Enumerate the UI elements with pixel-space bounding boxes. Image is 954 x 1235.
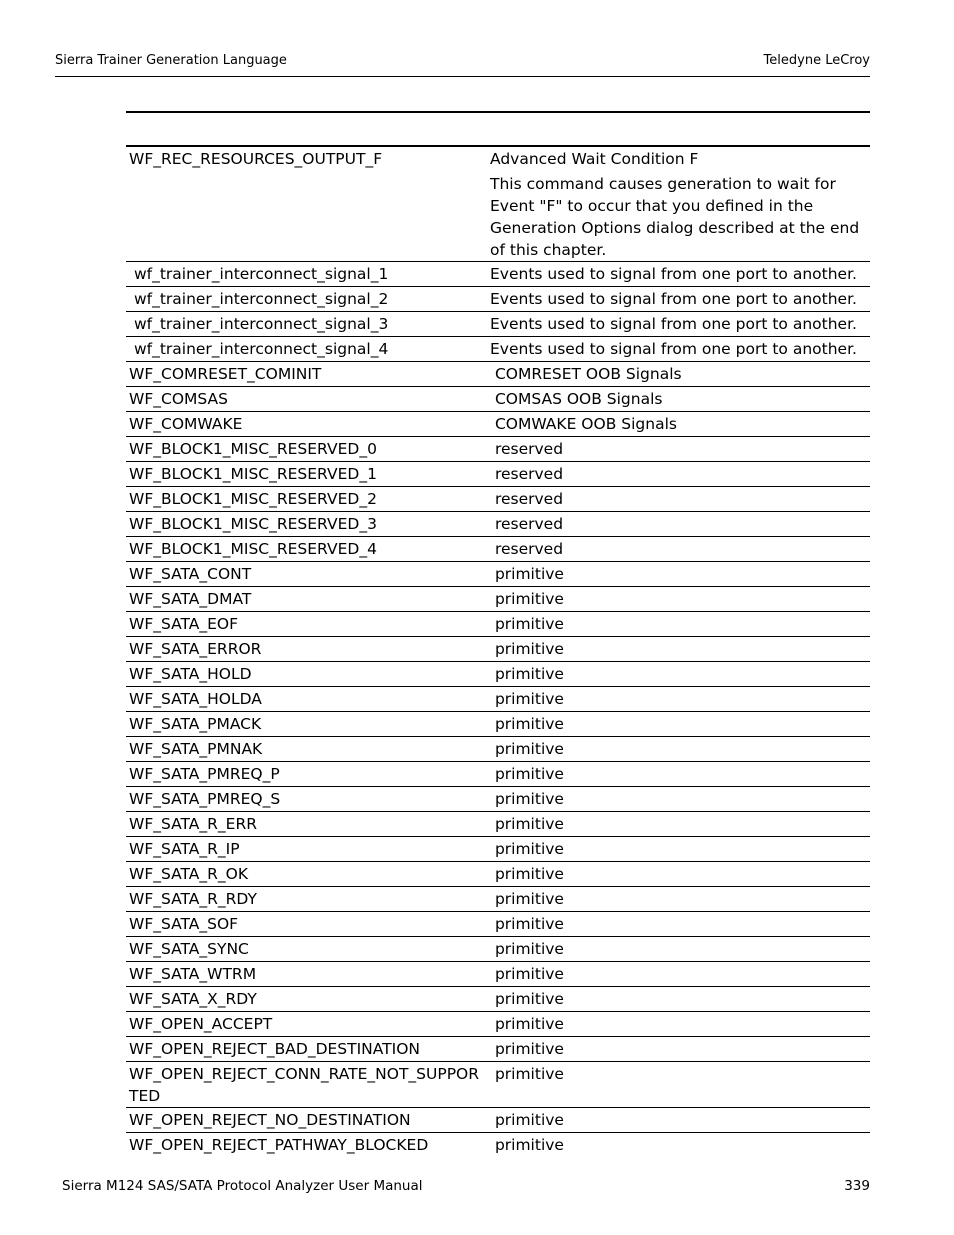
- table-row: [126, 987, 870, 1012]
- condition-description: [484, 937, 870, 961]
- condition-description: [484, 537, 870, 561]
- table-row: [126, 587, 870, 612]
- condition-description: [484, 862, 870, 886]
- condition-description: [484, 437, 870, 461]
- wait-conditions-table: [126, 145, 870, 1157]
- table-row: [126, 437, 870, 462]
- table-row: [126, 862, 870, 887]
- condition-name: WF_COMWAKE: [129, 415, 243, 433]
- condition-description: [484, 262, 870, 286]
- page-header: [55, 52, 870, 70]
- condition-description: [484, 462, 870, 486]
- condition-name: WF_OPEN_REJECT_PATHWAY_BLOCKED: [129, 1136, 429, 1154]
- condition-description: [484, 362, 870, 386]
- condition-description: [484, 837, 870, 861]
- description-paragraph: reserved: [490, 465, 564, 483]
- description-paragraph: Events used to signal from one port to another.: [490, 340, 857, 358]
- condition-name: WF_BLOCK1_MISC_RESERVED_2: [129, 490, 377, 508]
- condition-name: wf_trainer_interconnect_signal_1: [129, 265, 389, 283]
- header-divider: [55, 76, 870, 77]
- description-paragraph: COMRESET OOB Signals: [490, 365, 682, 383]
- table-row: [126, 147, 870, 262]
- condition-description: [484, 962, 870, 986]
- description-paragraph: reserved: [490, 540, 564, 558]
- condition-description: [484, 987, 870, 1011]
- condition-name: WF_COMRESET_COMINIT: [129, 365, 322, 383]
- description-paragraph: Events used to signal from one port to another.: [490, 265, 857, 283]
- condition-description: [484, 587, 870, 611]
- condition-name: WF_BLOCK1_MISC_RESERVED_1: [129, 465, 377, 483]
- condition-name: WF_BLOCK1_MISC_RESERVED_3: [129, 515, 377, 533]
- condition-name: WF_BLOCK1_MISC_RESERVED_4: [129, 540, 377, 558]
- condition-description: [484, 662, 870, 686]
- table-row: [126, 962, 870, 987]
- condition-description: [484, 812, 870, 836]
- condition-description: [484, 512, 870, 536]
- condition-description: [484, 737, 870, 761]
- condition-name: wf_trainer_interconnect_signal_3: [129, 315, 389, 333]
- description-paragraph: primitive: [490, 690, 564, 708]
- table-row: [126, 562, 870, 587]
- description-paragraph: primitive: [490, 1040, 564, 1058]
- description-paragraph: reserved: [490, 515, 564, 533]
- description-paragraph: primitive: [490, 965, 564, 983]
- condition-name: WF_REC_RESOURCES_OUTPUT_F: [129, 150, 383, 168]
- description-paragraph: primitive: [490, 665, 564, 683]
- condition-description: [484, 637, 870, 661]
- condition-name: wf_trainer_interconnect_signal_4: [129, 340, 389, 358]
- condition-description: [484, 1108, 870, 1132]
- table-row: [126, 712, 870, 737]
- condition-description: [484, 1037, 870, 1061]
- description-paragraph: primitive: [490, 790, 564, 808]
- table-row: [126, 1062, 870, 1108]
- footer-manual-title: Sierra M124 SAS/SATA Protocol Analyzer User Manual: [62, 1178, 423, 1194]
- description-paragraph: primitive: [490, 815, 564, 833]
- condition-name: WF_OPEN_REJECT_BAD_DESTINATION: [129, 1040, 421, 1058]
- condition-description: [484, 762, 870, 786]
- condition-name: WF_COMSAS: [129, 390, 228, 408]
- table-row: [126, 787, 870, 812]
- page-footer: [62, 1177, 870, 1195]
- condition-description: [484, 412, 870, 436]
- condition-description: [484, 487, 870, 511]
- condition-name: WF_SATA_HOLD: [129, 665, 252, 683]
- condition-name: WF_SATA_X_RDY: [129, 990, 257, 1008]
- condition-name: WF_SATA_CONT: [129, 565, 252, 583]
- table-row: [126, 762, 870, 787]
- condition-description: [484, 912, 870, 936]
- table-row: [126, 887, 870, 912]
- condition-description: [484, 1133, 870, 1157]
- table-row: [126, 737, 870, 762]
- description-paragraph: primitive: [490, 865, 564, 883]
- condition-name: WF_SATA_PMACK: [129, 715, 262, 733]
- description-paragraph: primitive: [490, 1111, 564, 1129]
- table-row: [126, 387, 870, 412]
- condition-name: WF_OPEN_REJECT_NO_DESTINATION: [129, 1111, 411, 1129]
- description-paragraph: primitive: [490, 915, 564, 933]
- condition-description: [484, 387, 870, 411]
- condition-description: [484, 1012, 870, 1036]
- condition-name: WF_SATA_HOLDA: [129, 690, 262, 708]
- table-row: [126, 912, 870, 937]
- condition-name: WF_SATA_SOF: [129, 915, 239, 933]
- table-row: [126, 812, 870, 837]
- table-row: [126, 487, 870, 512]
- header-company: Teledyne LeCroy: [763, 53, 870, 68]
- table-row: [126, 262, 870, 287]
- condition-name: WF_SATA_SYNC: [129, 940, 249, 958]
- description-paragraph: reserved: [490, 440, 564, 458]
- table-top-divider: [126, 111, 870, 113]
- table-row: [126, 412, 870, 437]
- description-paragraph: primitive: [490, 840, 564, 858]
- condition-name: WF_SATA_R_IP: [129, 840, 240, 858]
- table-row: [126, 287, 870, 312]
- condition-description: [484, 147, 870, 261]
- table-row: [126, 662, 870, 687]
- description-paragraph: primitive: [490, 940, 564, 958]
- condition-name: WF_SATA_PMREQ_S: [129, 790, 281, 808]
- condition-description: [484, 1062, 870, 1107]
- condition-name: wf_trainer_interconnect_signal_2: [129, 290, 389, 308]
- table-row: [126, 687, 870, 712]
- condition-name: WF_SATA_EOF: [129, 615, 239, 633]
- page-number: 339: [844, 1178, 870, 1194]
- description-paragraph: This command causes generation to wait for Event "F" to occur that you defined in the Generation Options dialog described at the end of this chapter.: [490, 175, 865, 259]
- condition-description: [484, 687, 870, 711]
- condition-name: WF_OPEN_REJECT_CONN_RATE_NOT_SUPPORTED: [129, 1065, 480, 1105]
- table-row: [126, 1133, 870, 1157]
- condition-name: WF_SATA_R_RDY: [129, 890, 257, 908]
- table-row: [126, 362, 870, 387]
- description-paragraph: primitive: [490, 640, 564, 658]
- description-paragraph: primitive: [490, 1136, 564, 1154]
- description-paragraph: primitive: [490, 1015, 564, 1033]
- condition-name: WF_SATA_PMREQ_P: [129, 765, 280, 783]
- description-paragraph: primitive: [490, 740, 564, 758]
- condition-description: [484, 787, 870, 811]
- table-row: [126, 537, 870, 562]
- condition-name: WF_SATA_WTRM: [129, 965, 257, 983]
- table-row: [126, 937, 870, 962]
- condition-description: [484, 337, 870, 361]
- header-title: Sierra Trainer Generation Language: [55, 53, 287, 68]
- description-paragraph: Advanced Wait Condition F: [490, 150, 699, 168]
- table-row: [126, 1108, 870, 1133]
- description-paragraph: primitive: [490, 890, 564, 908]
- table-row: [126, 312, 870, 337]
- condition-name: WF_SATA_PMNAK: [129, 740, 263, 758]
- description-paragraph: COMSAS OOB Signals: [490, 390, 663, 408]
- condition-name: WF_SATA_ERROR: [129, 640, 262, 658]
- condition-description: [484, 887, 870, 911]
- table-row: [126, 837, 870, 862]
- description-paragraph: Events used to signal from one port to another.: [490, 315, 857, 333]
- table-row: [126, 337, 870, 362]
- table-row: [126, 462, 870, 487]
- table-row: [126, 612, 870, 637]
- description-paragraph: primitive: [490, 990, 564, 1008]
- description-paragraph: primitive: [490, 615, 564, 633]
- description-paragraph: primitive: [490, 1065, 564, 1083]
- description-paragraph: primitive: [490, 765, 564, 783]
- description-paragraph: primitive: [490, 565, 564, 583]
- description-paragraph: reserved: [490, 490, 564, 508]
- description-paragraph: COMWAKE OOB Signals: [490, 415, 677, 433]
- table-row: [126, 1012, 870, 1037]
- description-paragraph: Events used to signal from one port to another.: [490, 290, 857, 308]
- description-paragraph: primitive: [490, 590, 564, 608]
- description-paragraph: primitive: [490, 715, 564, 733]
- table-row: [126, 512, 870, 537]
- condition-name: WF_SATA_R_ERR: [129, 815, 257, 833]
- condition-name: WF_SATA_DMAT: [129, 590, 252, 608]
- condition-description: [484, 312, 870, 336]
- table-row: [126, 637, 870, 662]
- table-row: [126, 1037, 870, 1062]
- condition-description: [484, 562, 870, 586]
- condition-description: [484, 612, 870, 636]
- condition-description: [484, 712, 870, 736]
- condition-name: WF_BLOCK1_MISC_RESERVED_0: [129, 440, 377, 458]
- condition-name: WF_OPEN_ACCEPT: [129, 1015, 273, 1033]
- condition-name: WF_SATA_R_OK: [129, 865, 249, 883]
- condition-description: [484, 287, 870, 311]
